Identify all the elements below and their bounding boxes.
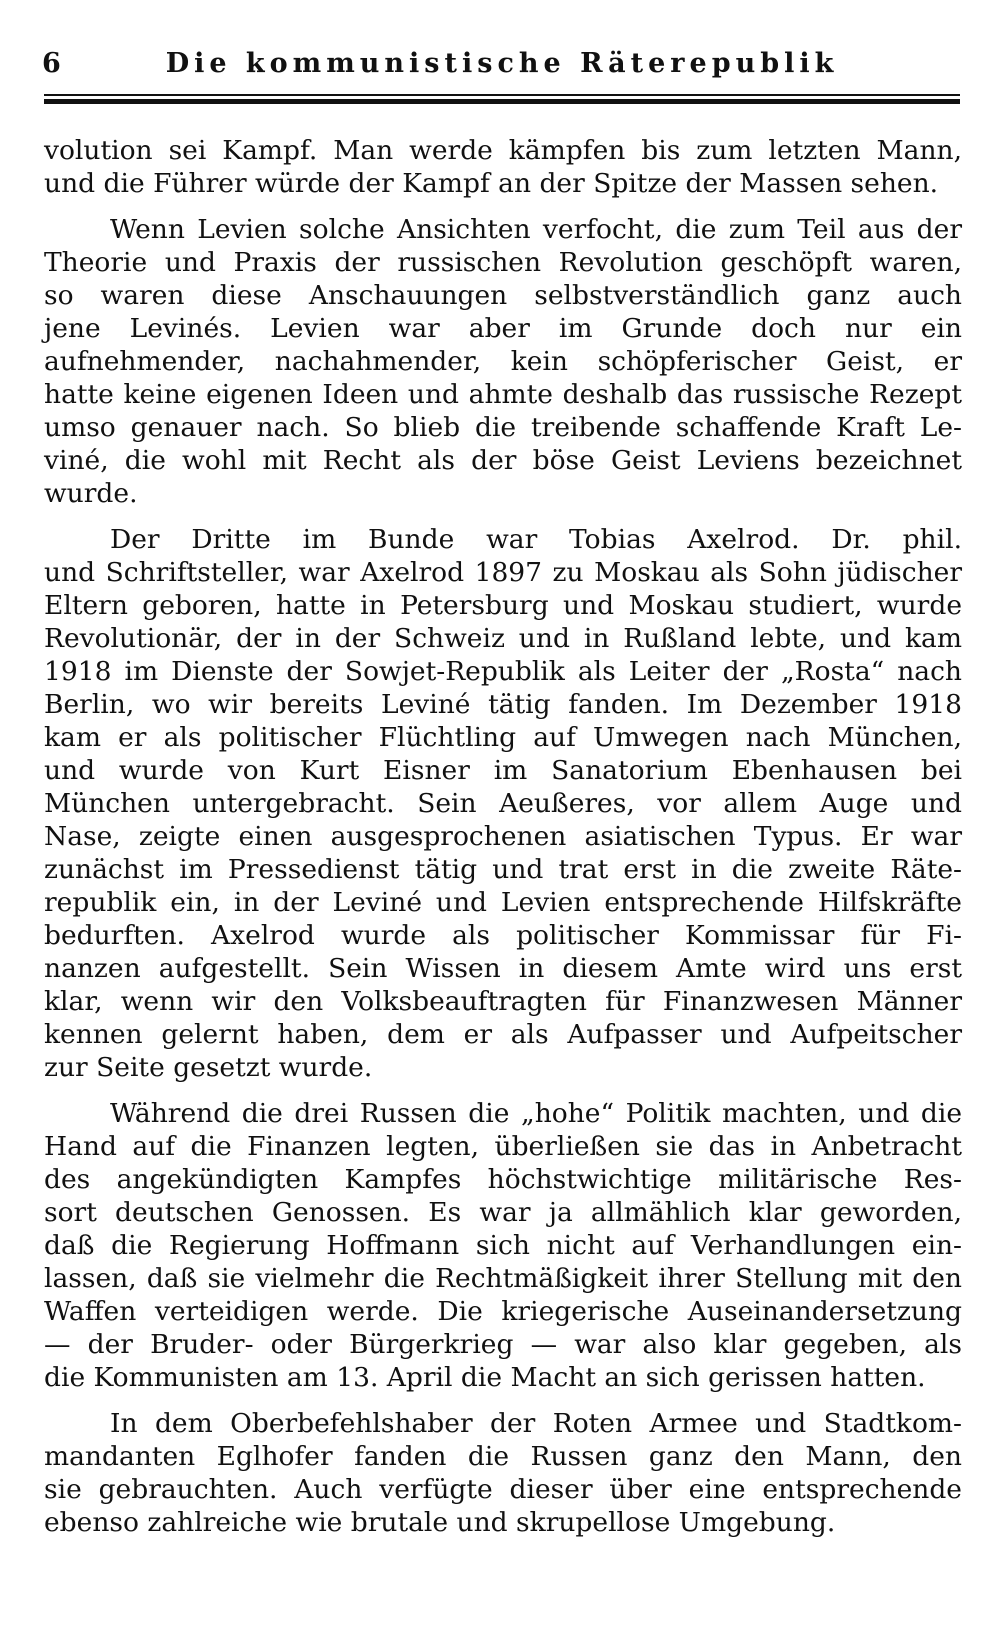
text-line: viné, die wohl mit Recht als der böse Geist Leviens bezeichnet xyxy=(44,445,962,476)
paragraph xyxy=(44,213,962,510)
text-line: kam er als politischer Flüchtling auf Umwegen nach München, xyxy=(44,722,962,753)
text-line: Nase, zeigte einen ausgesprochenen asiatischen Typus. Er war xyxy=(44,821,962,852)
text-line: klar, wenn wir den Volksbeauftragten für Finanzwesen Männer xyxy=(44,986,962,1017)
text-line: Der Dritte im Bunde war Tobias Axelrod. Dr. phil. xyxy=(110,524,962,555)
text-line: die Kommunisten am 13. April die Macht an sich gerissen hatten. xyxy=(44,1362,926,1393)
text-line: wurde. xyxy=(44,478,138,509)
text-line: daß die Regierung Hoffmann sich nicht auf Verhandlungen ein- xyxy=(44,1230,962,1261)
text-line: Theorie und Praxis der russischen Revolution geschöpft waren, xyxy=(44,247,962,278)
text-line: In dem Oberbefehlshaber der Roten Armee und Stadtkom- xyxy=(110,1408,962,1439)
paragraph xyxy=(44,1097,962,1394)
text-line: hatte keine eigenen Ideen und ahmte deshalb das russische Rezept xyxy=(44,379,962,410)
text-line: zunächst im Pressedienst tätig und trat erst in die zweite Räte- xyxy=(44,854,962,885)
text-line: bedurften. Axelrod wurde als politischer Kommissar für Fi- xyxy=(44,920,962,951)
page-header xyxy=(42,48,962,98)
text-line: sie gebrauchten. Auch verfügte dieser über eine entsprechende xyxy=(44,1474,962,1505)
header-rule-thick xyxy=(44,99,960,104)
text-line: 1918 im Dienste der Sowjet-Republik als Leiter der „Rosta“ nach xyxy=(44,656,962,687)
text-line: so waren diese Anschauungen selbstverständlich ganz auch xyxy=(44,280,962,311)
text-line: volution sei Kampf. Man werde kämpfen bis zum letzten Mann, xyxy=(44,135,962,166)
page-number: 6 xyxy=(42,48,61,79)
text-line: und wurde von Kurt Eisner im Sanatorium Ebenhausen bei xyxy=(44,755,962,786)
text-line: Während die drei Russen die „hohe“ Politik machten, und die xyxy=(110,1098,962,1129)
text-line: — der Bruder- oder Bürgerkrieg — war also klar gegeben, als xyxy=(44,1329,962,1360)
text-line: München untergebracht. Sein Aeußeres, vor allem Auge und xyxy=(44,788,962,819)
text-line: Wenn Levien solche Ansichten verfocht, die zum Teil aus der xyxy=(110,214,962,245)
text-line: und Schriftsteller, war Axelrod 1897 zu Moskau als Sohn jüdischer xyxy=(44,557,962,588)
body-text xyxy=(44,134,962,1552)
text-line: ebenso zahlreiche wie brutale und skrupellose Umgebung. xyxy=(44,1507,836,1538)
paragraph xyxy=(44,1407,962,1539)
text-line: Waffen verteidigen werde. Die kriegerische Auseinandersetzung xyxy=(44,1296,962,1327)
text-line: nanzen aufgestellt. Sein Wissen in diesem Amte wird uns erst xyxy=(44,953,962,984)
text-line: aufnehmender, nachahmender, kein schöpferischer Geist, er xyxy=(44,346,962,377)
text-line: umso genauer nach. So blieb die treibende schaffende Kraft Le- xyxy=(44,412,962,443)
text-line: mandanten Eglhofer fanden die Russen ganz den Mann, den xyxy=(44,1441,962,1472)
text-line: Hand auf die Finanzen legten, überließen sie das in Anbetracht xyxy=(44,1131,962,1162)
text-line: des angekündigten Kampfes höchstwichtige militärische Res- xyxy=(44,1164,962,1195)
text-line: Revolutionär, der in der Schweiz und in Rußland lebte, und kam xyxy=(44,623,962,654)
text-line: und die Führer würde der Kampf an der Spitze der Massen sehen. xyxy=(44,168,939,199)
text-line: Berlin, wo wir bereits Leviné tätig fanden. Im Dezember 1918 xyxy=(44,689,962,720)
text-line: sort deutschen Genossen. Es war ja allmählich klar geworden, xyxy=(44,1197,962,1228)
paragraph xyxy=(44,134,962,200)
text-line: jene Levinés. Levien war aber im Grunde doch nur ein xyxy=(44,313,962,344)
text-line: republik ein, in der Leviné und Levien entsprechende Hilfskräfte xyxy=(44,887,962,918)
paragraph xyxy=(44,523,962,1084)
text-line: lassen, daß sie vielmehr die Rechtmäßigkeit ihrer Stellung mit den xyxy=(44,1263,962,1294)
running-title: Die kommunistische Räterepublik xyxy=(165,48,839,79)
header-rule-thin xyxy=(44,94,960,96)
text-line: Eltern geboren, hatte in Petersburg und Moskau studiert, wurde xyxy=(44,590,962,621)
text-line: kennen gelernt haben, dem er als Aufpasser und Aufpeitscher xyxy=(44,1019,962,1050)
text-line: zur Seite gesetzt wurde. xyxy=(44,1052,373,1083)
